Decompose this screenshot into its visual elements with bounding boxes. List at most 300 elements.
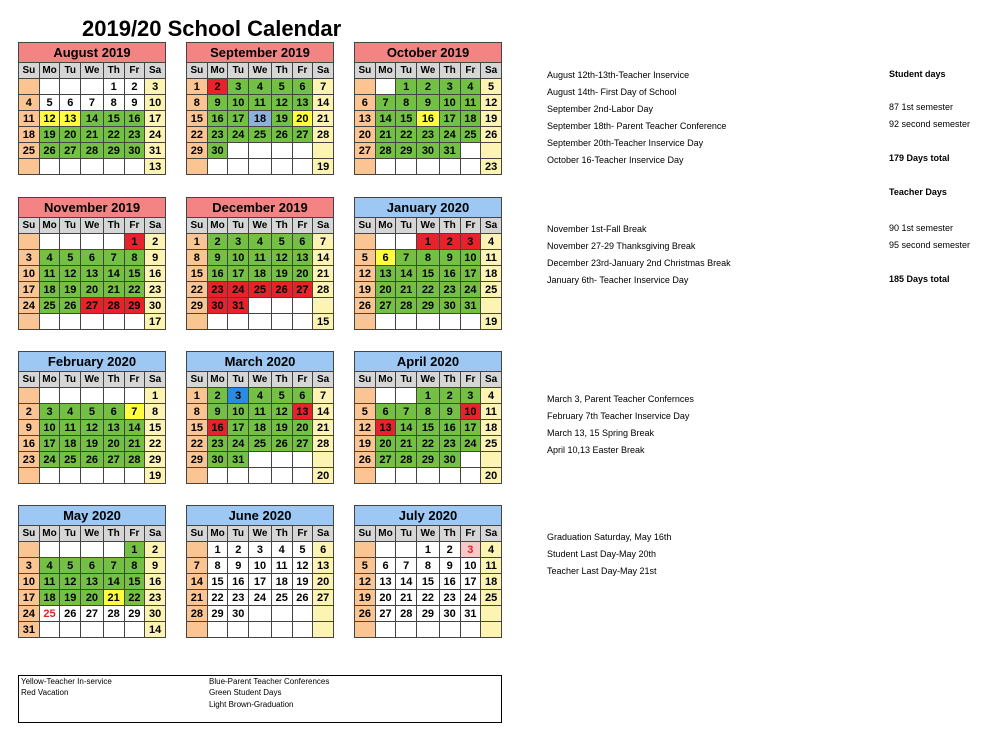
day-cell: 5 bbox=[292, 542, 313, 558]
empty-cell bbox=[355, 542, 376, 558]
day-cell: 28 bbox=[81, 143, 104, 159]
day-cell: 2 bbox=[207, 79, 228, 95]
empty-cell bbox=[439, 468, 460, 484]
day-cell: 5 bbox=[271, 79, 292, 95]
day-cell: 28 bbox=[396, 298, 417, 314]
month-11 bbox=[354, 505, 502, 638]
empty-cell bbox=[292, 606, 313, 622]
day-cell: 8 bbox=[396, 95, 417, 111]
empty-cell bbox=[187, 314, 208, 330]
day-cell: 19 bbox=[271, 111, 292, 127]
day-cell: 5 bbox=[355, 558, 376, 574]
day-cell: 5 bbox=[271, 234, 292, 250]
day-cell: 16 bbox=[207, 266, 228, 282]
month-title: October 2019 bbox=[355, 43, 502, 63]
stat-line: Student days bbox=[889, 69, 946, 79]
day-cell: 1 bbox=[187, 79, 208, 95]
weekday-label: Fr bbox=[460, 218, 481, 234]
empty-cell bbox=[249, 468, 272, 484]
day-cell: 6 bbox=[292, 79, 313, 95]
empty-cell bbox=[103, 622, 124, 638]
day-cell: 23 bbox=[124, 127, 145, 143]
day-cell: 6 bbox=[292, 234, 313, 250]
day-cell: 16 bbox=[439, 420, 460, 436]
day-cell: 6 bbox=[375, 404, 396, 420]
weekday-label: Sa bbox=[313, 63, 334, 79]
week-count: 12 bbox=[481, 95, 502, 111]
month-title: April 2020 bbox=[355, 352, 502, 372]
day-cell: 26 bbox=[39, 143, 60, 159]
month-title: January 2020 bbox=[355, 198, 502, 218]
week-count: 8 bbox=[145, 404, 166, 420]
day-cell: 25 bbox=[39, 298, 60, 314]
day-cell: 8 bbox=[103, 95, 124, 111]
day-cell: 7 bbox=[396, 250, 417, 266]
week-count: 30 bbox=[145, 606, 166, 622]
weekday-label: Sa bbox=[313, 218, 334, 234]
weekday-label: Sa bbox=[145, 526, 166, 542]
day-cell: 22 bbox=[103, 127, 124, 143]
empty-cell bbox=[60, 622, 81, 638]
empty-cell bbox=[375, 468, 396, 484]
note-line: February 7th Teacher Inservice Day bbox=[547, 411, 690, 421]
weekday-label: Th bbox=[103, 218, 124, 234]
empty-cell bbox=[355, 234, 376, 250]
week-count: 2 bbox=[145, 234, 166, 250]
stat-line: 87 1st semester bbox=[889, 102, 954, 112]
empty-cell bbox=[81, 159, 104, 175]
day-cell: 29 bbox=[417, 452, 440, 468]
day-cell: 26 bbox=[271, 436, 292, 452]
day-cell: 20 bbox=[292, 266, 313, 282]
day-cell: 15 bbox=[187, 111, 208, 127]
day-cell: 13 bbox=[60, 111, 81, 127]
day-cell: 27 bbox=[375, 452, 396, 468]
day-cell: 30 bbox=[124, 143, 145, 159]
weekday-label: Mo bbox=[375, 63, 396, 79]
week-count bbox=[313, 622, 334, 638]
day-cell: 1 bbox=[417, 388, 440, 404]
day-cell: 13 bbox=[375, 574, 396, 590]
day-cell: 24 bbox=[460, 282, 481, 298]
day-cell: 12 bbox=[271, 404, 292, 420]
weekday-label: We bbox=[417, 526, 440, 542]
weekday-label: Mo bbox=[207, 526, 228, 542]
week-count: 28 bbox=[313, 436, 334, 452]
weekday-label: Fr bbox=[292, 218, 313, 234]
notes-group-2 bbox=[547, 391, 694, 459]
day-cell: 4 bbox=[249, 79, 272, 95]
weekday-label: Tu bbox=[396, 63, 417, 79]
day-cell: 15 bbox=[417, 266, 440, 282]
day-cell: 3 bbox=[19, 250, 40, 266]
empty-cell bbox=[375, 388, 396, 404]
day-cell: 9 bbox=[207, 95, 228, 111]
day-cell: 5 bbox=[271, 388, 292, 404]
day-cell: 3 bbox=[228, 79, 249, 95]
day-cell: 13 bbox=[375, 420, 396, 436]
day-cell: 22 bbox=[124, 590, 145, 606]
empty-cell bbox=[228, 314, 249, 330]
day-cell: 13 bbox=[355, 111, 376, 127]
weekday-label: We bbox=[249, 218, 272, 234]
weekday-label: Mo bbox=[375, 526, 396, 542]
week-count: 7 bbox=[313, 388, 334, 404]
day-cell: 17 bbox=[19, 282, 40, 298]
day-cell: 2 bbox=[228, 542, 249, 558]
day-cell: 22 bbox=[124, 282, 145, 298]
empty-cell bbox=[81, 388, 104, 404]
day-cell: 19 bbox=[39, 127, 60, 143]
day-cell: 3 bbox=[228, 234, 249, 250]
day-cell: 6 bbox=[103, 404, 124, 420]
empty-cell bbox=[271, 143, 292, 159]
empty-cell bbox=[81, 79, 104, 95]
day-cell: 9 bbox=[19, 420, 40, 436]
day-cell: 4 bbox=[39, 250, 60, 266]
day-cell: 16 bbox=[417, 111, 440, 127]
empty-cell bbox=[271, 159, 292, 175]
day-cell: 1 bbox=[124, 542, 145, 558]
day-cell: 2 bbox=[439, 542, 460, 558]
day-cell: 18 bbox=[271, 574, 292, 590]
empty-cell bbox=[460, 468, 481, 484]
day-cell: 10 bbox=[460, 558, 481, 574]
empty-cell bbox=[207, 314, 228, 330]
day-cell: 26 bbox=[355, 452, 376, 468]
note-line: August 14th- First Day of School bbox=[547, 87, 677, 97]
day-cell: 21 bbox=[396, 282, 417, 298]
day-cell: 7 bbox=[396, 558, 417, 574]
week-count: 17 bbox=[145, 314, 166, 330]
stat-line: 185 Days total bbox=[889, 274, 950, 284]
empty-cell bbox=[103, 234, 124, 250]
empty-cell bbox=[271, 606, 292, 622]
day-cell: 11 bbox=[39, 574, 60, 590]
empty-cell bbox=[292, 452, 313, 468]
day-cell: 5 bbox=[60, 250, 81, 266]
day-cell: 13 bbox=[292, 95, 313, 111]
week-count: 11 bbox=[481, 250, 502, 266]
week-count: 15 bbox=[313, 314, 334, 330]
empty-cell bbox=[39, 234, 60, 250]
day-cell: 1 bbox=[417, 542, 440, 558]
day-cell: 6 bbox=[292, 388, 313, 404]
empty-cell bbox=[103, 159, 124, 175]
month-title: December 2019 bbox=[187, 198, 334, 218]
day-cell: 9 bbox=[124, 95, 145, 111]
day-cell: 14 bbox=[81, 111, 104, 127]
week-count: 7 bbox=[313, 234, 334, 250]
day-cell: 12 bbox=[355, 420, 376, 436]
empty-cell bbox=[103, 388, 124, 404]
week-count: 16 bbox=[145, 574, 166, 590]
empty-cell bbox=[124, 159, 145, 175]
day-cell: 26 bbox=[271, 127, 292, 143]
day-cell: 21 bbox=[396, 590, 417, 606]
day-cell: 17 bbox=[19, 590, 40, 606]
weekday-label: Tu bbox=[396, 372, 417, 388]
day-cell: 30 bbox=[207, 298, 228, 314]
week-count: 23 bbox=[145, 590, 166, 606]
week-count bbox=[481, 143, 502, 159]
day-cell: 27 bbox=[375, 606, 396, 622]
weekday-label: Mo bbox=[39, 526, 60, 542]
empty-cell bbox=[396, 159, 417, 175]
weekday-label: Su bbox=[187, 372, 208, 388]
week-count: 27 bbox=[313, 590, 334, 606]
weekday-label: Su bbox=[355, 63, 376, 79]
empty-cell bbox=[60, 159, 81, 175]
day-cell: 19 bbox=[60, 282, 81, 298]
empty-cell bbox=[81, 234, 104, 250]
note-line: Graduation Saturday, May 16th bbox=[547, 532, 672, 542]
weekday-label: Su bbox=[355, 372, 376, 388]
day-cell: 26 bbox=[60, 606, 81, 622]
month-4 bbox=[186, 197, 334, 330]
empty-cell bbox=[249, 606, 272, 622]
weekday-label: Fr bbox=[292, 526, 313, 542]
empty-cell bbox=[228, 143, 249, 159]
empty-cell bbox=[81, 542, 104, 558]
empty-cell bbox=[355, 388, 376, 404]
week-count: 20 bbox=[313, 468, 334, 484]
day-cell: 10 bbox=[19, 266, 40, 282]
day-cell: 15 bbox=[187, 420, 208, 436]
day-cell: 7 bbox=[375, 95, 396, 111]
empty-cell bbox=[355, 159, 376, 175]
month-title: September 2019 bbox=[187, 43, 334, 63]
weekday-label: Fr bbox=[124, 372, 145, 388]
day-cell: 21 bbox=[396, 436, 417, 452]
empty-cell bbox=[207, 622, 228, 638]
day-cell: 21 bbox=[81, 127, 104, 143]
day-cell: 9 bbox=[439, 404, 460, 420]
empty-cell bbox=[207, 159, 228, 175]
week-count: 9 bbox=[145, 250, 166, 266]
day-cell: 8 bbox=[207, 558, 228, 574]
day-cell: 7 bbox=[396, 404, 417, 420]
day-cell: 26 bbox=[355, 298, 376, 314]
week-count: 11 bbox=[481, 558, 502, 574]
day-cell: 8 bbox=[417, 404, 440, 420]
day-cell: 16 bbox=[124, 111, 145, 127]
empty-cell bbox=[417, 159, 440, 175]
empty-cell bbox=[417, 468, 440, 484]
day-cell: 30 bbox=[439, 606, 460, 622]
day-cell: 14 bbox=[187, 574, 208, 590]
day-cell: 12 bbox=[292, 558, 313, 574]
week-count: 21 bbox=[313, 420, 334, 436]
day-cell: 2 bbox=[19, 404, 40, 420]
day-cell: 30 bbox=[439, 298, 460, 314]
day-cell: 29 bbox=[396, 143, 417, 159]
legend-green: Green Student Days bbox=[209, 688, 282, 697]
weekday-label: Th bbox=[271, 526, 292, 542]
day-cell: 10 bbox=[228, 95, 249, 111]
weekday-label: Fr bbox=[124, 218, 145, 234]
weekday-label: Th bbox=[439, 63, 460, 79]
week-count: 14 bbox=[313, 250, 334, 266]
empty-cell bbox=[292, 159, 313, 175]
day-cell: 26 bbox=[81, 452, 104, 468]
day-cell: 21 bbox=[103, 282, 124, 298]
weekday-label: Sa bbox=[145, 218, 166, 234]
week-count: 20 bbox=[481, 468, 502, 484]
empty-cell bbox=[375, 622, 396, 638]
week-count bbox=[481, 622, 502, 638]
day-cell: 21 bbox=[103, 590, 124, 606]
day-cell: 16 bbox=[439, 266, 460, 282]
empty-cell bbox=[417, 622, 440, 638]
page-title: 2019/20 School Calendar bbox=[82, 16, 342, 41]
empty-cell bbox=[60, 234, 81, 250]
week-count: 13 bbox=[145, 159, 166, 175]
day-cell: 24 bbox=[228, 436, 249, 452]
day-cell: 30 bbox=[417, 143, 440, 159]
week-count: 7 bbox=[313, 79, 334, 95]
empty-cell bbox=[39, 622, 60, 638]
day-cell: 12 bbox=[60, 266, 81, 282]
day-cell: 4 bbox=[39, 558, 60, 574]
day-cell: 28 bbox=[103, 298, 124, 314]
day-cell: 12 bbox=[355, 574, 376, 590]
day-cell: 28 bbox=[103, 606, 124, 622]
week-count: 19 bbox=[481, 111, 502, 127]
day-cell: 4 bbox=[60, 404, 81, 420]
empty-cell bbox=[271, 314, 292, 330]
empty-cell bbox=[396, 622, 417, 638]
day-cell: 23 bbox=[228, 590, 249, 606]
day-cell: 26 bbox=[60, 298, 81, 314]
day-cell: 30 bbox=[207, 143, 228, 159]
weekday-label: Mo bbox=[39, 63, 60, 79]
note-line: December 23rd-January 2nd Christmas Break bbox=[547, 258, 731, 268]
day-cell: 2 bbox=[124, 79, 145, 95]
day-cell: 11 bbox=[249, 250, 272, 266]
legend-blue: Blue-Parent Teacher Conferences bbox=[209, 677, 330, 686]
weekday-label: Th bbox=[271, 372, 292, 388]
empty-cell bbox=[460, 159, 481, 175]
day-cell: 20 bbox=[81, 590, 104, 606]
week-count: 18 bbox=[481, 420, 502, 436]
empty-cell bbox=[375, 159, 396, 175]
day-cell: 25 bbox=[460, 127, 481, 143]
color-legend bbox=[18, 675, 502, 723]
weekday-label: Tu bbox=[228, 526, 249, 542]
day-cell: 31 bbox=[460, 606, 481, 622]
day-cell: 13 bbox=[292, 250, 313, 266]
day-cell: 9 bbox=[417, 95, 440, 111]
day-cell: 4 bbox=[19, 95, 40, 111]
day-cell: 9 bbox=[207, 404, 228, 420]
week-count: 17 bbox=[145, 111, 166, 127]
day-cell: 18 bbox=[19, 127, 40, 143]
note-line: November 1st-Fall Break bbox=[547, 224, 647, 234]
empty-cell bbox=[375, 234, 396, 250]
day-cell: 13 bbox=[81, 574, 104, 590]
day-cell: 15 bbox=[187, 266, 208, 282]
weekday-label: Tu bbox=[228, 372, 249, 388]
note-line: Student Last Day-May 20th bbox=[547, 549, 657, 559]
day-cell: 7 bbox=[103, 558, 124, 574]
empty-cell bbox=[124, 622, 145, 638]
day-cell: 1 bbox=[187, 388, 208, 404]
day-cell: 6 bbox=[375, 250, 396, 266]
day-cell: 20 bbox=[292, 111, 313, 127]
day-cell: 24 bbox=[19, 298, 40, 314]
day-cell: 12 bbox=[271, 95, 292, 111]
empty-cell bbox=[103, 314, 124, 330]
empty-cell bbox=[271, 622, 292, 638]
weekday-label: Tu bbox=[396, 218, 417, 234]
empty-cell bbox=[39, 542, 60, 558]
day-cell: 14 bbox=[124, 420, 145, 436]
day-cell: 28 bbox=[396, 452, 417, 468]
week-count: 18 bbox=[481, 266, 502, 282]
empty-cell bbox=[249, 143, 272, 159]
weekday-label: Th bbox=[439, 526, 460, 542]
day-cell: 8 bbox=[417, 250, 440, 266]
day-cell: 30 bbox=[439, 452, 460, 468]
week-count bbox=[313, 143, 334, 159]
day-cell: 11 bbox=[19, 111, 40, 127]
day-cell: 9 bbox=[207, 250, 228, 266]
day-cell: 17 bbox=[460, 266, 481, 282]
empty-cell bbox=[355, 622, 376, 638]
day-cell: 27 bbox=[60, 143, 81, 159]
note-line: August 12th-13th-Teacher Inservice bbox=[547, 70, 690, 80]
empty-cell bbox=[292, 314, 313, 330]
note-line: April 10,13 Easter Break bbox=[547, 445, 645, 455]
empty-cell bbox=[60, 388, 81, 404]
day-cell: 14 bbox=[396, 420, 417, 436]
weekday-label: We bbox=[81, 63, 104, 79]
day-cell: 6 bbox=[81, 558, 104, 574]
day-cell: 3 bbox=[19, 558, 40, 574]
day-cell: 24 bbox=[39, 452, 60, 468]
day-cell: 20 bbox=[375, 282, 396, 298]
day-cell: 18 bbox=[249, 266, 272, 282]
weekday-label: Tu bbox=[60, 218, 81, 234]
day-cell: 30 bbox=[207, 452, 228, 468]
notes-group-0 bbox=[547, 67, 726, 169]
week-count: 28 bbox=[313, 127, 334, 143]
day-cell: 27 bbox=[292, 282, 313, 298]
day-cell: 24 bbox=[228, 282, 249, 298]
day-cell: 13 bbox=[375, 266, 396, 282]
day-cell: 23 bbox=[439, 590, 460, 606]
day-cell: 2 bbox=[439, 234, 460, 250]
week-count: 10 bbox=[145, 95, 166, 111]
day-cell: 31 bbox=[19, 622, 40, 638]
empty-cell bbox=[81, 622, 104, 638]
empty-cell bbox=[19, 542, 40, 558]
day-cell: 29 bbox=[124, 298, 145, 314]
empty-cell bbox=[271, 468, 292, 484]
day-cell: 29 bbox=[187, 143, 208, 159]
day-cell: 31 bbox=[460, 298, 481, 314]
weekday-label: We bbox=[81, 372, 104, 388]
day-cell: 11 bbox=[271, 558, 292, 574]
week-count bbox=[481, 298, 502, 314]
empty-cell bbox=[375, 314, 396, 330]
day-cell: 26 bbox=[355, 606, 376, 622]
empty-cell bbox=[19, 159, 40, 175]
day-cell: 14 bbox=[375, 111, 396, 127]
day-cell: 15 bbox=[103, 111, 124, 127]
empty-cell bbox=[207, 468, 228, 484]
